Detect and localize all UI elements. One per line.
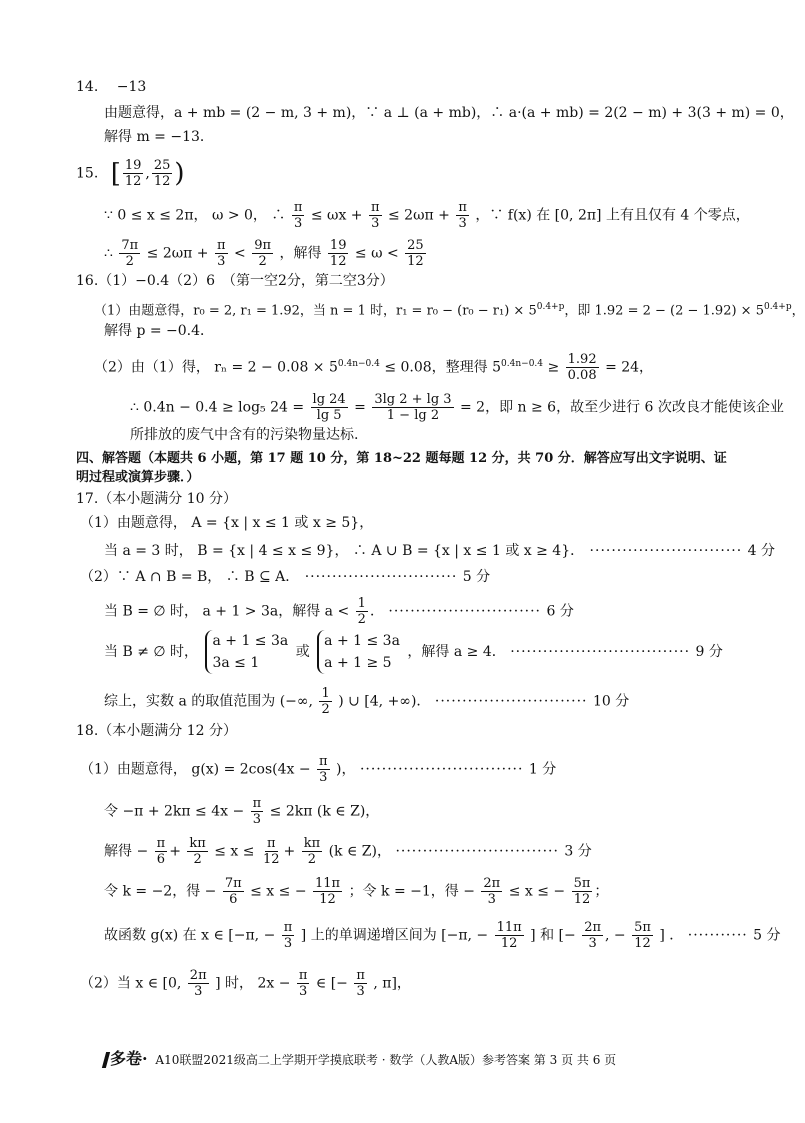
- q18-part2-line1: （2）当 x ∈ [0, $\frac{2\pi}{3}$ ] 时， 2x − $\frac{\pi}{3}$ ∈ [− $\frac{\pi}{3}$ , π]，: [80, 968, 411, 999]
- score-5b: 5 分: [753, 927, 781, 944]
- q17-part2-line4: 综上，实数 a 的取值范围为 (−∞, $\frac{1}{2}$ ) ∪ [4, +∞)． ···························· 10 分: [104, 686, 630, 717]
- q15-line-2: ∴ $\frac{7\pi}{2}$ ≤ 2ωπ + $\frac{\pi}{3}$ < $\frac{9\pi}{2}$ ，解得 $\frac{19}{12}$ ≤ ω < $\frac{25}{12}$: [104, 238, 424, 269]
- q18-part1-line3: 解得 − $\frac{\pi}{6}$ + $\frac{k\pi}{2}$ ≤ x ≤ $\frac{\pi}{12}$ + $\frac{k\pi}{2}$ (k ∈ Z)， ······························ 3 分: [104, 836, 592, 867]
- q17-part2-line1: （2）∵ A ∩ B = B， ∴ B ⊆ A． ···························· 5 分: [80, 569, 491, 585]
- q14-line-2: 解得 m = −13．: [104, 129, 214, 145]
- q15-number: 15.: [76, 165, 99, 182]
- footer-text: A10联盟2021级高二上学期开学摸底联考 · 数学（人教A版）参考答案 第 3 页 共 6 页: [155, 1053, 617, 1067]
- q16-part2-line2: ∴ 0.4n − 0.4 ≥ log₅ 24 = $\frac{\lg 24}{\lg 5}$ = $\frac{3\lg 2 + \lg 3}{1 - \lg 2}$ = 2，即 n ≥ 6，故至少进行 6 次改良才能使该企业: [130, 392, 784, 423]
- q18-part1-line1: （1）由题意得， g(x) = 2cos(4x − $\frac{\pi}{3}$ )， ······························ 1 分: [80, 754, 557, 785]
- q17-part1-line1: （1）由题意得， A = {x | x ≤ 1 或 x ≥ 5}，: [80, 515, 374, 531]
- section-4-heading: 四、解答题（本题共 6 小题，第 17 题 10 分，第 18~22 题每题 12 分，共 70 分．解答应写出文字说明、证: [76, 451, 727, 466]
- q16-header: 16.（1）−0.4（2）6 （第一空2分，第二空3分）: [76, 273, 394, 289]
- q17-part1-line2: 当 a = 3 时， B = {x | 4 ≤ x ≤ 9}， ∴ A ∪ B = {x | x ≤ 1 或 x ≥ 4}． ···························· 4 分: [104, 543, 775, 559]
- page-footer: [104, 1050, 616, 1069]
- q14-number: 14.: [76, 79, 99, 95]
- q18-header: 18.（本小题满分 12 分）: [76, 723, 237, 739]
- q18-part1-line2: 令 −π + 2kπ ≤ 4x − $\frac{\pi}{3}$ ≤ 2kπ (k ∈ Z)，: [104, 796, 380, 827]
- score-10: 10 分: [592, 693, 630, 710]
- q16-part2-line3: 所排放的废气中含有的污染物量达标.: [130, 427, 359, 443]
- score-6: 6 分: [546, 603, 574, 620]
- q14-answer: −13: [116, 79, 147, 95]
- score-4: 4 分: [747, 543, 775, 559]
- q18-part1-line4: 令 k = −2，得 − $\frac{7\pi}{6}$ ≤ x ≤ − $\frac{11\pi}{12}$ ；令 k = −1，得 − $\frac{2\pi}{3}$ ≤ x ≤ − $\frac{5\pi}{12}$ ；: [104, 876, 609, 907]
- q15-answer-line: 15. [ $\frac{19}{12}$ , $\frac{25}{12}$ ): [76, 158, 185, 189]
- section-4-heading-cont: 明过程或演算步骤．）: [76, 470, 200, 485]
- q16-part2-line1: （2）由（1）得， $r_n = 2 - 0.08 \times 5^{0.4n-0.4} \le 0.08$，整理得 $5^{0.4n-0.4}$ ≥ $\frac{1.92}{0.08}$ = 24，: [94, 352, 654, 383]
- score-9: 9 分: [695, 644, 723, 660]
- q17-part2-line2: 当 B = ∅ 时， a + 1 > 3a，解得 a < $\frac{1}{2}$ ． ···························· 6 分: [104, 596, 574, 627]
- brand-logo: 多卷·: [104, 1050, 148, 1068]
- q17-part2-line3: 当 B ≠ ∅ 时， a + 1 ≤ 3a 3a ≤ 1 或 a + 1 ≤ 3a a + 1 ≥ 5 ，解得 a ≥ 4． ································· 9 分: [104, 630, 723, 674]
- q17-header: 17.（本小题满分 10 分）: [76, 491, 237, 507]
- q14-line-1: 由题意得，a + mb = (2 − m, 3 + m)，∵ a ⊥ (a + mb)，∴ a·(a + mb) = 2(2 − m) + 3(3 + m) = 0，: [104, 105, 794, 121]
- q16-part1-line2: 解得 p = −0.4．: [104, 323, 215, 339]
- q18-part1-line5: 故函数 g(x) 在 x ∈ [−π, − $\frac{\pi}{3}$ ] 上的单调递增区间为 [−π, − $\frac{11\pi}{12}$ ] 和 [− $\frac{2\pi}{3}$ , − $\frac{5\pi}{12}$ ] ． ··········· 5 分: [104, 920, 781, 951]
- q14-answer-line: [76, 78, 146, 96]
- q15-line-1: ∵ 0 ≤ x ≤ 2π， ω > 0， ∴ $\frac{\pi}{3}$ ≤ ωx + $\frac{\pi}{3}$ ≤ 2ωπ + $\frac{\pi}{3}$ ，∵ f(x) 在 [0, 2π] 上有且仅有 4 个零点，: [104, 200, 750, 231]
- score-3: 3 分: [564, 843, 592, 860]
- q16-part1-line1: （1）由题意得，r₀ = 2, r₁ = 1.92，当 n = 1 时，$r_1 = r_0 - (r_0 - r_1) \times 5^{0.4+p}$，即 $1.92 = 2 - (2 - 1.92) \times 5^{0.4+p}$，: [94, 302, 805, 319]
- score-1: 1 分: [528, 761, 557, 778]
- score-5: 5 分: [462, 569, 491, 585]
